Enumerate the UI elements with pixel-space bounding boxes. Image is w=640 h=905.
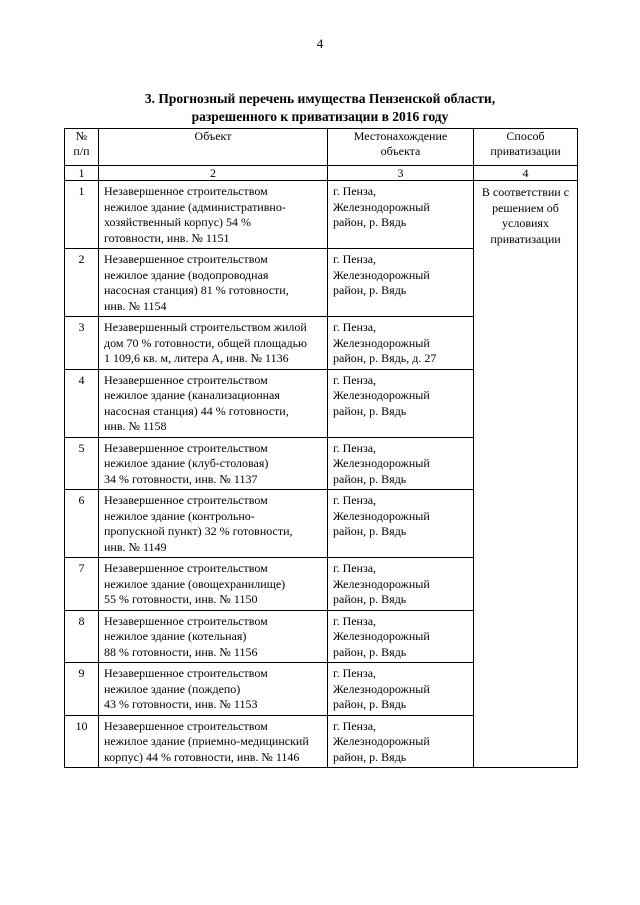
row-number: 4: [65, 369, 99, 437]
object-description: [99, 663, 328, 716]
cell-line: инв. № 1149: [104, 539, 167, 554]
header-location-line: Местонахождение: [353, 129, 448, 143]
cell-line: г. Пенза,: [333, 372, 377, 387]
cell-line: Незавершенное строительством: [104, 440, 268, 455]
cell-line: район, р. Вядь: [333, 524, 407, 538]
cell-line: Железнодорожный: [333, 576, 430, 591]
object-description: [99, 181, 328, 249]
object-location: [328, 715, 474, 768]
cell-line: Незавершенный строительством жилой: [104, 320, 307, 334]
object-location: [328, 610, 474, 663]
row-number: 3: [65, 317, 99, 370]
object-description: [99, 437, 328, 490]
object-location: [328, 317, 474, 370]
object-description: [99, 317, 328, 370]
cell-line: район, р. Вядь: [333, 471, 407, 486]
cell-line: нежилое здание (административно-: [104, 199, 286, 214]
cell-line: г. Пенза,: [333, 613, 377, 628]
cell-line: нежилое здание (пождепо): [104, 681, 241, 696]
header-location: [328, 129, 474, 166]
object-description: [99, 490, 328, 558]
cell-line: Железнодорожный: [333, 734, 430, 748]
title-line-1: 3. Прогнозный перечень имущества Пензенской области,: [144, 91, 496, 106]
cell-line: нежилое здание (канализационная: [104, 388, 280, 402]
title-line-2: разрешенного к приватизации в 2016 году: [191, 109, 449, 124]
cell-line: нежилое здание (клуб-столовая): [104, 456, 269, 470]
cell-line: г. Пенза,: [333, 561, 377, 575]
table-body: [65, 166, 578, 768]
header-method-line: приватизации: [490, 144, 561, 158]
cell-line: Незавершенное строительством: [104, 184, 268, 198]
cell-line: Железнодорожный: [333, 267, 430, 282]
section-title: [64, 90, 576, 126]
cell-line: 88 % готовности, инв. № 1156: [104, 644, 258, 659]
object-description: [99, 715, 328, 768]
cell-line: район, р. Вядь: [333, 215, 407, 229]
cell-line: приватизации: [490, 231, 561, 246]
cell-line: Незавершенное строительством: [104, 252, 268, 266]
header-location-line: объекта: [380, 144, 421, 158]
cell-line: насосная станция) 44 % готовности,: [104, 403, 289, 418]
cell-line: нежилое здание (приемно-медицинский: [104, 734, 309, 748]
object-location: [328, 249, 474, 317]
cell-line: инв. № 1158: [104, 419, 167, 433]
cell-line: Железнодорожный: [333, 508, 430, 523]
cell-line: 1 109,6 кв. м, литера А, инв. № 1136: [104, 351, 289, 365]
cell-line: г. Пенза,: [333, 440, 377, 455]
row-number: 5: [65, 437, 99, 490]
column-number: 4: [474, 166, 578, 181]
object-description: [99, 558, 328, 611]
privatization-method: [474, 181, 578, 768]
cell-line: г. Пенза,: [333, 718, 377, 733]
cell-line: Незавершенное строительством: [104, 493, 268, 507]
row-number: 2: [65, 249, 99, 317]
cell-line: нежилое здание (контрольно-: [104, 508, 255, 523]
table-header: [65, 129, 578, 166]
column-number: 1: [65, 166, 99, 181]
cell-line: 55 % готовности, инв. № 1150: [104, 592, 258, 606]
row-number: 8: [65, 610, 99, 663]
cell-line: район, р. Вядь: [333, 644, 407, 659]
row-number: 1: [65, 181, 99, 249]
object-location: [328, 490, 474, 558]
cell-line: готовности, инв. № 1151: [104, 230, 230, 245]
cell-line: г. Пенза,: [333, 252, 377, 266]
cell-line: Незавершенное строительством: [104, 561, 268, 575]
header-no: [65, 129, 99, 166]
cell-line: насосная станция) 81 % готовности,: [104, 283, 289, 297]
cell-line: инв. № 1154: [104, 298, 167, 313]
object-location: [328, 369, 474, 437]
cell-line: условиях: [502, 216, 549, 230]
object-location: [328, 181, 474, 249]
cell-line: район, р. Вядь: [333, 749, 407, 764]
property-table: [64, 128, 578, 768]
cell-line: г. Пенза,: [333, 666, 377, 680]
cell-line: Незавершенное строительством: [104, 372, 268, 387]
cell-line: В соответствии с: [481, 185, 570, 199]
cell-line: Незавершенное строительством: [104, 666, 268, 680]
cell-line: хозяйственный корпус) 54 %: [104, 215, 252, 229]
cell-line: г. Пенза,: [333, 493, 377, 507]
object-description: [99, 249, 328, 317]
header-method: [474, 129, 578, 166]
cell-line: район, р. Вядь: [333, 592, 407, 606]
cell-line: Железнодорожный: [333, 456, 430, 470]
page-number: 4: [316, 36, 324, 51]
cell-line: Железнодорожный: [333, 335, 430, 350]
object-description: [99, 610, 328, 663]
cell-line: район, р. Вядь: [333, 283, 407, 297]
cell-line: район, р. Вядь, д. 27: [333, 351, 437, 365]
object-description: [99, 369, 328, 437]
cell-line: г. Пенза,: [333, 184, 377, 198]
header-object-line: Объект: [194, 129, 232, 143]
cell-line: Железнодорожный: [333, 629, 430, 643]
cell-line: корпус) 44 % готовности, инв. № 1146: [104, 749, 300, 764]
row-number: 7: [65, 558, 99, 611]
cell-line: 43 % готовности, инв. № 1153: [104, 697, 258, 711]
header-no-line: п/п: [73, 144, 90, 158]
row-number: 6: [65, 490, 99, 558]
cell-line: нежилое здание (овощехранилище): [104, 576, 286, 591]
cell-line: пропускной пункт) 32 % готовности,: [104, 524, 293, 538]
object-location: [328, 437, 474, 490]
object-location: [328, 663, 474, 716]
header-method-line: Способ: [506, 129, 545, 143]
header-no-line: №: [75, 129, 88, 143]
cell-line: нежилое здание (водопроводная: [104, 267, 269, 282]
cell-line: дом 70 % готовности, общей площадью: [104, 335, 308, 350]
column-number: 2: [99, 166, 328, 181]
column-number-row: [65, 166, 578, 181]
cell-line: Железнодорожный: [333, 388, 430, 402]
cell-line: район, р. Вядь: [333, 697, 407, 711]
cell-line: 34 % готовности, инв. № 1137: [104, 471, 258, 486]
row-number: 10: [65, 715, 99, 768]
cell-line: Незавершенное строительством: [104, 613, 268, 628]
cell-line: г. Пенза,: [333, 320, 377, 334]
cell-line: Железнодорожный: [333, 199, 430, 214]
cell-line: нежилое здание (котельная): [104, 629, 247, 643]
header-row: [65, 129, 578, 166]
cell-line: решением об: [492, 200, 559, 215]
column-number: 3: [328, 166, 474, 181]
cell-line: Железнодорожный: [333, 681, 430, 696]
object-location: [328, 558, 474, 611]
header-object: [99, 129, 328, 166]
cell-line: Незавершенное строительством: [104, 718, 268, 733]
row-number: 9: [65, 663, 99, 716]
table-row: [65, 181, 578, 249]
cell-line: район, р. Вядь: [333, 403, 407, 418]
